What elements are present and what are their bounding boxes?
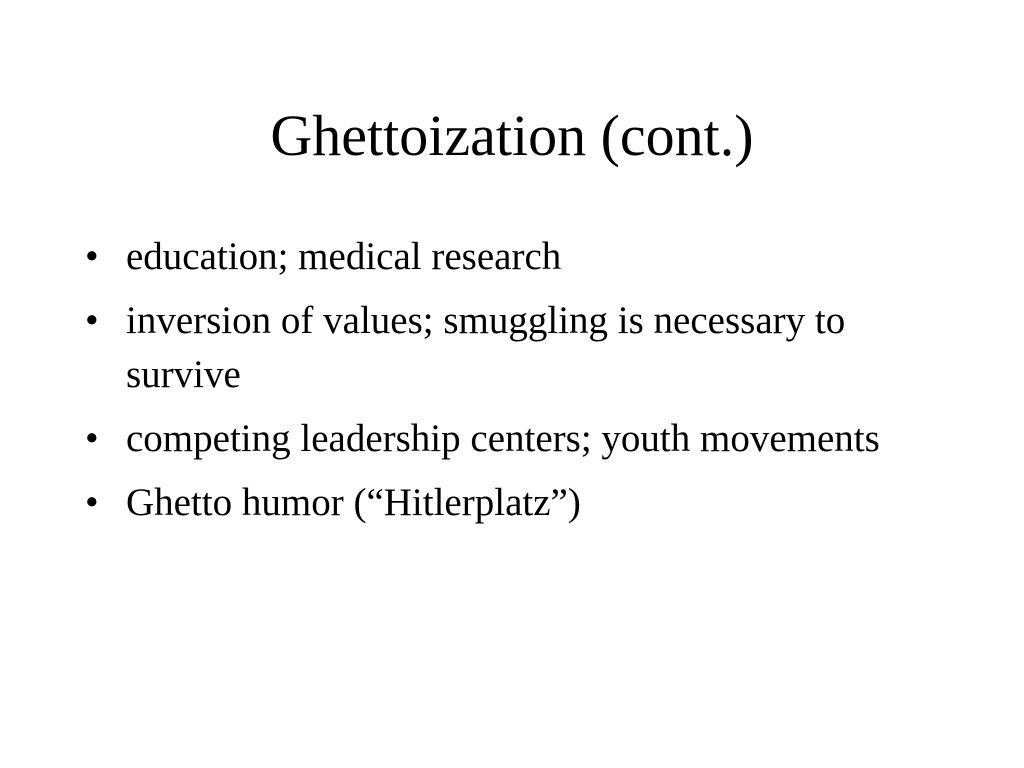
bullet-text: education; medical research (126, 235, 562, 278)
bullet-item (85, 230, 935, 284)
slide-title: Ghettoization (cont.) (270, 103, 754, 168)
bullet-icon: • (85, 299, 99, 342)
bullet-icon: • (85, 235, 99, 278)
bullet-icon: • (85, 481, 99, 524)
bullet-icon: • (85, 417, 99, 460)
bullet-text: Ghetto humor (“Hitlerplatz”) (126, 481, 581, 524)
bullet-item (85, 476, 935, 530)
bullet-text: inversion of values; smuggling is necessary to survive (126, 299, 846, 396)
bullet-item (85, 412, 935, 466)
bullet-text: competing leadership centers; youth movements (126, 417, 880, 460)
bullet-item (85, 294, 935, 402)
bullet-list (85, 230, 935, 540)
